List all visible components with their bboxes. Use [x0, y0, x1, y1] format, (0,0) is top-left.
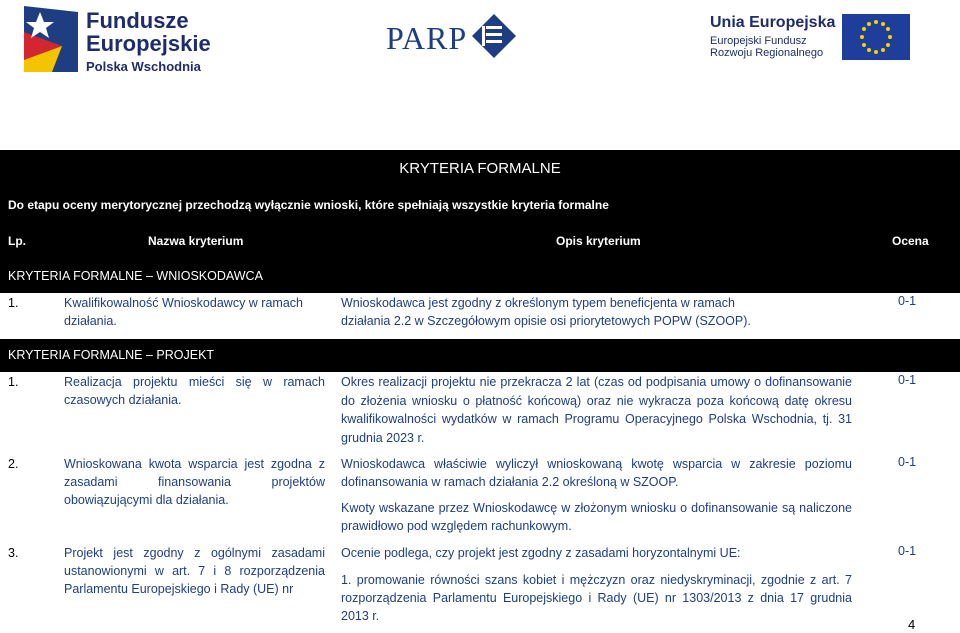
- row-desc: Wnioskodawca właściwie wyliczył wnioskowaną kwotę wsparcia w zakresie poziomu dofinansowania w ramach działania 2.2 określoną w SZOOP.: [341, 457, 852, 489]
- header-name: Nazwa kryterium: [148, 234, 244, 248]
- header-lp: Lp.: [8, 234, 26, 248]
- row-desc: Wnioskodawca jest zgodny z określonym typem beneficjenta w ramach działania 2.2 w Szczegółowym opisie osi priorytetowych POPW (SZOOP).: [341, 296, 751, 328]
- fe-line2: Europejskie: [86, 31, 211, 56]
- row-score: 0-1: [898, 455, 917, 469]
- fe-line1: Fundusze: [86, 8, 189, 33]
- row-desc-2: 1. promowanie równości szans kobiet i mężczyzn oraz niedyskryminacji, zgodnie z art. 7 rozporządzenia Parlamentu Europejskiego i Rady (UE) nr 1303/2013 z dnia 17 grudnia 2013 r.: [341, 573, 852, 623]
- ue-line3: Rozwoju Regionalnego: [710, 46, 824, 59]
- row-desc: Okres realizacji projektu nie przekracza 2 lat (czas od podpisania umowy o dofinansowanie do złożenia wniosku o płatność końcową) oraz nie wykracza poza końcową datę okresu kwalifikowalności wydatków w ramach Programu Operacyjnego Polska Wschodnia, tj. 31 grudnia 2023 r.: [341, 375, 852, 445]
- row-name: Projekt jest zgodny z ogólnymi zasadami ustanowionymi w art. 7 i 8 rozporządzenia Parlamentu Europejskiego i Rady (UE) nr: [64, 546, 325, 596]
- row-lp: 3.: [8, 546, 19, 560]
- row-lp: 1.: [8, 375, 19, 389]
- document-title: KRYTERIA FORMALNE: [0, 150, 960, 188]
- parp-logo: [386, 14, 520, 64]
- ue-line2: Europejski Fundusz: [710, 34, 807, 47]
- row-score: 0-1: [898, 294, 917, 308]
- header-score: Ocena: [892, 234, 929, 248]
- parp-wordmark: PARP: [386, 20, 468, 56]
- row-desc: Ocenie podlega, czy projekt jest zgodny z zasadami horyzontalnymi UE:: [341, 546, 741, 560]
- page-number: 4: [908, 617, 916, 632]
- header-logos: [0, 0, 960, 80]
- ue-line1: Unia Europejska: [710, 14, 836, 31]
- row-name: Wnioskowana kwota wsparcia jest zgodna z zasadami finansowania projektów obowiązującymi dla działania.: [64, 457, 325, 507]
- row-name: Realizacja projektu mieści się w ramach czasowych działania.: [64, 375, 325, 407]
- row-lp: 1.: [8, 296, 19, 310]
- header-desc: Opis kryterium: [556, 234, 641, 248]
- row-score: 0-1: [898, 373, 917, 387]
- fe-line3: Polska Wschodnia: [86, 59, 201, 74]
- parp-diamond-icon: [472, 14, 516, 58]
- section-wnioskodawca-title: KRYTERIA FORMALNE – WNIOSKODAWCA: [0, 260, 960, 293]
- fundusze-europejskie-logo: [22, 2, 211, 74]
- row-lp: 2.: [8, 457, 19, 471]
- intro-text: Do etapu oceny merytorycznej przechodzą wyłącznie wnioski, które spełniają wszystkie kryteria formalne: [0, 188, 960, 222]
- fe-flag-icon: [22, 2, 82, 74]
- section-projekt-title: KRYTERIA FORMALNE – PROJEKT: [0, 339, 960, 372]
- unia-europejska-logo: [710, 14, 910, 64]
- eu-flag-icon: [842, 14, 910, 60]
- table-header: [0, 222, 960, 260]
- row-score: 0-1: [898, 544, 917, 558]
- row-name: Kwalifikowalność Wnioskodawcy w ramach działania.: [64, 296, 303, 328]
- row-desc-2: Kwoty wskazane przez Wnioskodawcę w złożonym wniosku o dofinansowanie są naliczone prawidłowo pod względem rachunkowym.: [341, 501, 852, 533]
